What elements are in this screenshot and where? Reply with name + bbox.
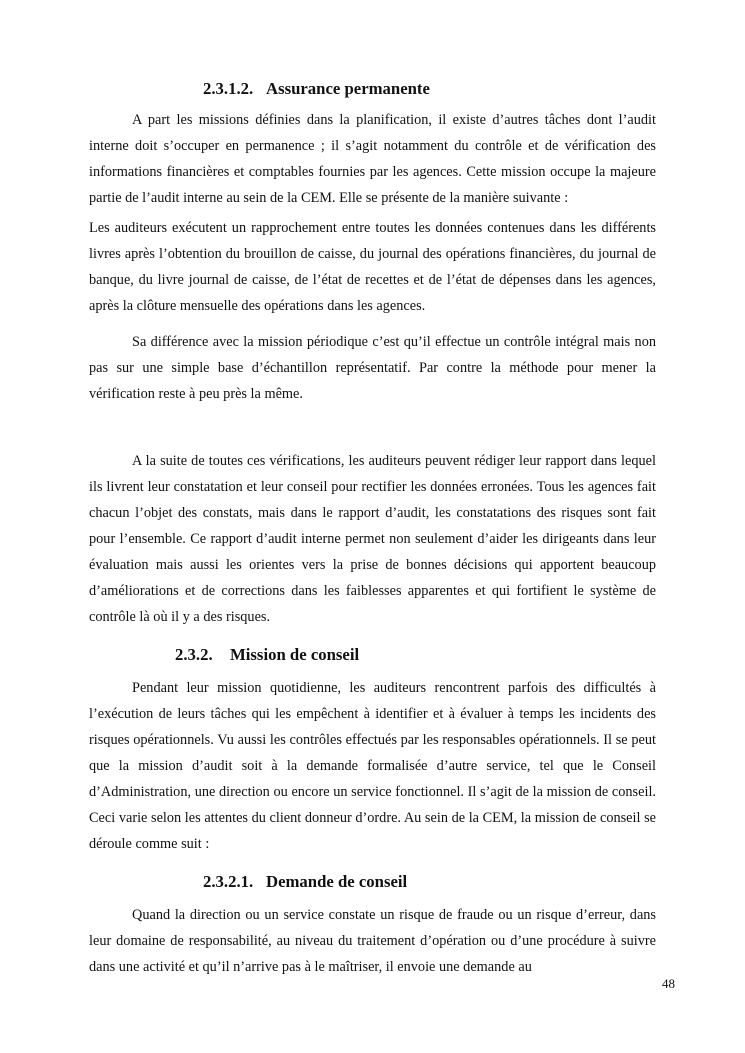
section-heading-assurance-permanente [203,79,430,99]
paragraph-rapprochement: Les auditeurs exécutent un rapprochement entre toutes les données contenues dans les différents livres après l’obtention du brouillon de caisse, du journal des opérations financières, du journal de banque, du livre journal de caisse, de l’état de recettes et de l’état de dépenses dans les agences, après la clôture mensuelle des opérations dans les agences. [89,220,656,314]
paragraph-rapport: A la suite de toutes ces vérifications, les auditeurs peuvent rédiger leur rapport dans lequel ils livrent leur constatation et leur conseil pour rectifier les données erronées. Tous les agences fait chacun l’objet des constats, mais dans le rapport d’audit, les constatations des risques sont fait pour l’ensemble. Ce rapport d’audit interne permet non seulement d’aider les dirigeants dans leur évaluation mais aussi les orientes vers la prise de bonnes décisions qui apportent beaucoup d’améliorations et de corrections dans les faiblesses apparentes et qui fortifient le système de contrôle là où il y a des risques. [89,453,656,625]
paragraph-mission-conseil: Pendant leur mission quotidienne, les auditeurs rencontrent parfois des difficultés à l’exécution de leurs tâches qui les empêchent à identifier et à évaluer à temps les incidents des risques opérationnels. Vu aussi les contrôles effectués par les responsables opérationnels. Il se peut que la mission d’audit soit à la demande formalisée d’autre service, tel que le Conseil d’Administration, une direction ou encore un service fonctionnel. Il s’agit de la mission de conseil. Ceci varie selon les attentes du client donneur d’ordre. Au sein de la CEM, la mission de conseil se déroule comme suit : [89,680,656,852]
section-heading-mission-de-conseil [175,645,359,665]
paragraph-assurance-intro: A part les missions définies dans la planification, il existe d’autres tâches dont l’audit interne doit s’occuper en permanence ; il s’agit notamment du contrôle et de vérification des informations financières et comptables fournies par les agences. Cette mission occupe la majeure partie de l’audit interne au sein de la CEM. Elle se présente de la manière suivante : [89,112,656,206]
section-title: Mission de conseil [230,645,360,664]
section-title: Assurance permanente [266,79,430,98]
section-number: 2.3.1.2. [203,79,254,98]
section-title: Demande de conseil [266,872,408,891]
section-heading-demande-de-conseil [203,872,407,892]
page-number: 48 [662,976,675,991]
section-number: 2.3.2. [175,645,213,664]
section-number: 2.3.2.1. [203,872,254,891]
paragraph-demande-conseil: Quand la direction ou un service constate un risque de fraude ou un risque d’erreur, dans leur domaine de responsabilité, au niveau du traitement d’opération ou d’une procédure à suivre dans une activité et qu’il n’arrive pas à le maîtriser, il envoie une demande au [89,907,656,975]
paragraph-difference: Sa différence avec la mission périodique c’est qu’il effectue un contrôle intégral mais non pas sur une simple base d’échantillon représentatif. Par contre la méthode pour mener la vérification reste à peu près la même. [89,334,656,402]
